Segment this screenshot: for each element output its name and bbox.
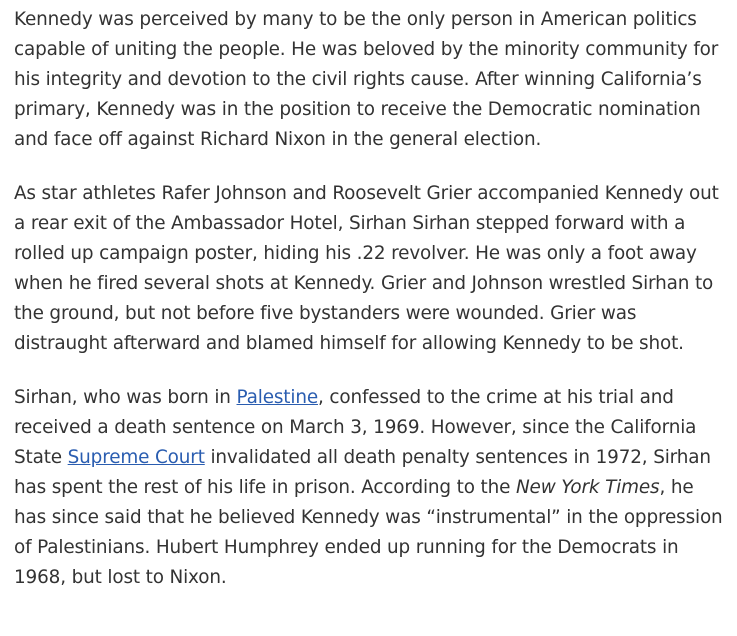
- article-paragraph-1: Kennedy was perceived by many to be the only person in American politics capable of uniting the people. He was beloved by the minority community for his integrity and devotion to the civil rights cause. After winning California’s primary, Kennedy was in the position to receive the Democratic nomination and face off against Richard Nixon in the general election.: [14, 9, 719, 150]
- paragraph-3-text-4: , he has since said that he believed Kennedy was “instrumental” in the oppression of Palestinians. Hubert Humphrey ended up running for the Democrats in 1968, but lost to Nixon.: [14, 477, 723, 588]
- paragraph-3-text-2: , confessed to the crime at his trial and received a death sentence on March 3, 1969. However, since the California State: [14, 387, 697, 468]
- paragraph-3-text-3: invalidated all death penalty sentences in 1972, Sirhan has spent the rest of his life in prison. According to the: [14, 447, 711, 498]
- article-paragraph-2: As star athletes Rafer Johnson and Roosevelt Grier accompanied Kennedy out a rear exit of the Ambassador Hotel, Sirhan Sirhan stepped forward with a rolled up campaign poster, hiding his .22 revolver. He was only a foot away when he fired several shots at Kennedy. Grier and Johnson wrestled Sirhan to the ground, but not before five bystanders were wounded. Grier was distraught afterward and blamed himself for allowing Kennedy to be shot.: [14, 183, 719, 354]
- palestine-link[interactable]: Palestine: [236, 387, 318, 408]
- paragraph-3-text-1: Sirhan, who was born in: [14, 387, 237, 408]
- supreme-court-link[interactable]: Supreme Court: [67, 447, 205, 468]
- new-york-times-citation: New York Times: [515, 477, 660, 498]
- article-paragraph-3: [14, 383, 725, 593]
